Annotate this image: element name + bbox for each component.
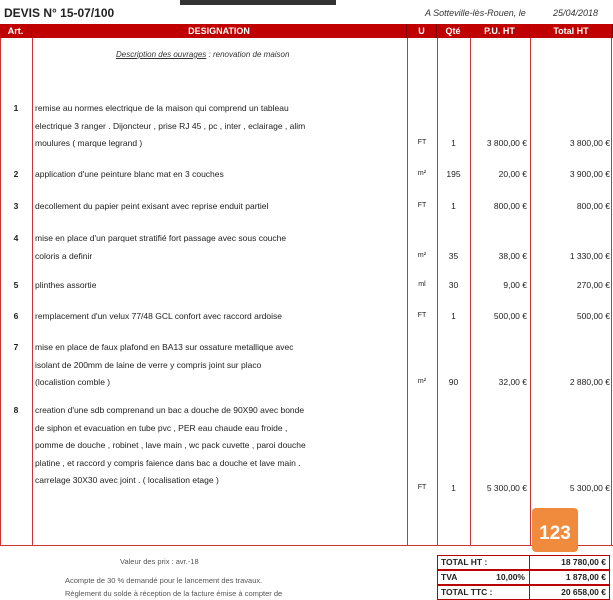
label: TOTAL HT : [441, 557, 488, 567]
item-unit: FT [417, 312, 427, 319]
item-number: 6 [13, 311, 19, 321]
divider [611, 38, 612, 545]
item-number: 8 [13, 405, 19, 415]
total-ttc-row [437, 585, 610, 600]
item-unit: FT [417, 484, 427, 491]
item-number: 5 [13, 280, 19, 290]
item-unit: FT [417, 139, 427, 146]
deposit-note: Acompte de 30 % demandé pour le lancement des travaux. [65, 576, 263, 585]
value: 18 780,00 € [561, 557, 606, 567]
col-designation: DESIGNATION [32, 24, 407, 38]
payment-note: Règlement du solde à réception de la facture émise à compter de [65, 589, 283, 598]
item-unit-price: 3 800,00 € [486, 138, 527, 148]
item-qty: 90 [448, 377, 459, 387]
item-total: 3 800,00 € [569, 138, 610, 148]
item-total: 500,00 € [576, 311, 610, 321]
divider [437, 38, 438, 545]
designation-line: pomme de douche , robinet , lave main , wc pack cuvette , paroi douche [35, 440, 306, 450]
divider [530, 38, 531, 545]
label: TOTAL TTC : [441, 587, 493, 597]
item-unit: m² [417, 170, 427, 177]
designation-line: remplacement d'un velux 77/48 GCL confort avec raccord ardoise [35, 311, 282, 321]
designation-line: mise en place de faux plafond en BA13 sur ossature metallique avec [35, 342, 294, 352]
description [116, 50, 289, 59]
designation-line: remise au normes electrique de la maison qui comprend un tableau [35, 103, 289, 113]
designation-line: platine , et raccord y compris faience dans bac a douche et lave main . [35, 457, 301, 468]
item-qty: 1 [451, 483, 456, 493]
item-unit: ml [418, 281, 426, 288]
divider [0, 38, 1, 545]
col-u: U [407, 24, 437, 38]
item-unit: m² [417, 378, 427, 385]
item-qty: 30 [448, 280, 459, 290]
item-total: 2 880,00 € [569, 377, 610, 387]
item-designation [35, 230, 405, 265]
item-number: 7 [13, 342, 19, 352]
date: 25/04/2018 [553, 8, 599, 18]
designation-line: moulures ( marque legrand ) [35, 138, 143, 148]
item-number: 2 [13, 169, 19, 179]
item-designation [35, 198, 405, 216]
value: 20 658,00 € [561, 587, 606, 597]
logo-123: 123 [532, 508, 578, 552]
item-designation [35, 277, 405, 295]
divider [0, 545, 613, 546]
item-total: 3 900,00 € [569, 169, 610, 179]
divider [32, 38, 33, 545]
designation-line: plinthes assortie [35, 280, 97, 290]
divider [407, 38, 408, 545]
item-unit-price: 9,00 € [503, 280, 527, 290]
item-total: 1 330,00 € [569, 250, 610, 261]
item-number: 4 [13, 233, 19, 243]
designation-line: creation d'une sdb comprenand un bac a douche de 90X90 avec bonde [35, 405, 305, 415]
item-unit-price: 38,00 € [498, 250, 527, 261]
item-total: 800,00 € [576, 201, 610, 211]
top-bar [180, 0, 336, 5]
item-qty: 195 [446, 169, 461, 179]
designation-line: coloris a definir [35, 250, 93, 261]
place: A Sotteville-lès-Rouen, le [425, 8, 526, 18]
designation-line: application d'une peinture blanc mat en 3 couches [35, 169, 224, 179]
col-total: Total HT [530, 24, 613, 38]
designation-line: decollement du papier peint exisant avec reprise enduit partiel [35, 201, 269, 211]
item-total: 5 300,00 € [569, 483, 610, 493]
item-designation [35, 308, 405, 326]
col-qte: Qté [437, 24, 470, 38]
item-designation [35, 339, 405, 392]
item-unit-price: 5 300,00 € [486, 483, 527, 493]
description-label: Description des ouvrages [116, 50, 207, 59]
price-date: Valeur des prix : avr.-18 [120, 557, 199, 566]
item-total: 270,00 € [576, 280, 610, 290]
designation-line: de siphon et evacuation en tube pvc , PER eau chaude eau froide , [35, 422, 288, 433]
item-unit: FT [417, 202, 427, 209]
designation-line: carrelage 30X30 avec joint . ( localisation etage ) [35, 475, 219, 485]
description-value: : renovation de maison [208, 50, 290, 59]
item-qty: 1 [451, 311, 456, 321]
divider [470, 38, 471, 545]
item-unit: m² [417, 251, 427, 259]
designation-line: electrique 3 ranger . Dijoncteur , prise RJ 45 , pc , inter , eclairage , alim [35, 120, 306, 131]
designation-line: mise en place d'un parquet stratifié fort passage avec sous couche [35, 233, 287, 243]
item-unit-price: 500,00 € [493, 311, 527, 321]
col-art: Art. [0, 24, 32, 38]
item-designation [35, 402, 405, 490]
item-unit-price: 800,00 € [493, 201, 527, 211]
quote-title: DEVIS N° 15-07/100 [4, 6, 115, 20]
label: TVA [441, 572, 458, 582]
col-pu: P.U. HT [470, 24, 530, 38]
item-designation [35, 166, 405, 184]
item-qty: 1 [451, 201, 456, 211]
item-qty: 35 [448, 250, 459, 261]
designation-line: isolant de 200mm de laine de verre y compris joint sur placo [35, 359, 262, 370]
tva-row [437, 570, 610, 585]
rate: 10,00% [496, 572, 525, 582]
item-qty: 1 [451, 138, 456, 148]
item-unit-price: 32,00 € [498, 377, 527, 387]
total-ht-row [437, 555, 610, 570]
item-unit-price: 20,00 € [498, 169, 527, 179]
item-number: 1 [13, 103, 19, 113]
value: 1 878,00 € [565, 572, 606, 582]
designation-line: (localistion comble ) [35, 377, 111, 387]
item-number: 3 [13, 201, 19, 211]
item-designation [35, 100, 405, 153]
